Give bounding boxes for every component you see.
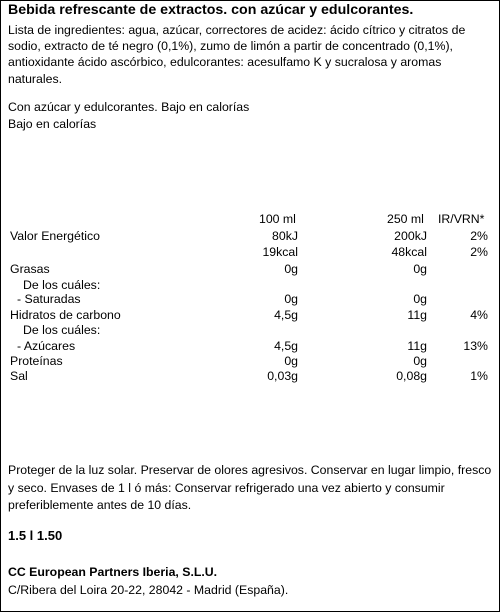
nutrient-name: Sal xyxy=(10,369,28,383)
header-per-100ml: 100 ml xyxy=(259,212,296,226)
value-per-250ml: 48kcal xyxy=(391,245,427,259)
nutrition-row-energy-kcal xyxy=(1,244,500,260)
value-per-100ml: 4,5g xyxy=(274,339,298,353)
product-title: Bebida refrescante de extractos. con azúcar y edulcorantes. xyxy=(8,2,414,18)
value-per-100ml: 19kcal xyxy=(262,245,298,259)
value-reference-intake: 1% xyxy=(470,369,488,383)
nutrition-row-saturates xyxy=(1,291,500,307)
value-reference-intake: 13% xyxy=(463,339,488,353)
value-per-100ml: 0g xyxy=(284,354,298,368)
value-per-250ml: 0g xyxy=(413,262,427,276)
header-per-250ml: 250 ml xyxy=(387,212,424,226)
nutrition-row-salt xyxy=(1,368,500,384)
company-name: CC European Partners Iberia, S.L.U. xyxy=(8,565,218,579)
value-per-250ml: 0g xyxy=(413,354,427,368)
nutrient-name: Proteínas xyxy=(10,354,63,368)
nutrition-row-fat xyxy=(1,261,500,277)
value-reference-intake: 2% xyxy=(470,229,488,243)
header-reference-intake: IR/VRN* xyxy=(438,212,485,226)
nutrition-row-sugars xyxy=(1,338,500,354)
value-per-250ml: 200kJ xyxy=(394,229,427,243)
claim-line-1: Con azúcar y edulcorantes. Bajo en calorías xyxy=(8,100,250,114)
claim-line-2: Bajo en calorías xyxy=(8,117,97,131)
nutrition-row-energy-kj xyxy=(1,228,500,244)
value-per-250ml: 0g xyxy=(413,292,427,306)
value-per-100ml: 80kJ xyxy=(272,229,298,243)
ingredients-list: Lista de ingredientes: agua, azúcar, correctores de acidez: ácido cítrico y citratos de sodio, extracto de té negro (0,1%), zumo de limón a partir de concentrado (0,1%), antioxidante ácido ascórbico, edulcorantes: acesulfamo K y sucralosa y aromas naturales. xyxy=(8,23,466,86)
package-size: 1.5 l 1.50 xyxy=(8,528,63,543)
nutrition-claims xyxy=(8,99,249,133)
value-per-250ml: 11g xyxy=(407,339,427,353)
nutrient-name: De los cuáles: xyxy=(23,278,101,292)
value-per-100ml: 4,5g xyxy=(274,308,298,322)
value-per-250ml: 0,08g xyxy=(396,369,427,383)
nutrient-name: De los cuáles: xyxy=(23,323,101,337)
nutrient-name: Hidratos de carbono xyxy=(10,308,121,322)
nutrition-row-carbohydrate xyxy=(1,307,500,323)
value-reference-intake: 4% xyxy=(470,308,488,322)
nutrient-name: Valor Energético xyxy=(10,229,100,243)
nutrient-name: - Saturadas xyxy=(17,292,81,306)
company-address: C/Ribera del Loira 20-22, 28042 - Madrid (España). xyxy=(8,583,289,597)
storage-instructions: Proteger de la luz solar. Preservar de olores agresivos. Conservar en lugar limpio, fresco y seco. Envases de 1 l ó más: Conservar refrigerado una vez abierto y consumir preferiblemente antes de 10 días. xyxy=(8,463,492,512)
value-per-100ml: 0,03g xyxy=(267,369,298,383)
nutrition-row-protein xyxy=(1,353,500,369)
value-per-250ml: 11g xyxy=(407,308,427,322)
nutrition-header-row xyxy=(1,211,500,227)
nutrition-row-carb-of-which xyxy=(1,322,500,338)
nutrient-name: - Azúcares xyxy=(17,339,76,353)
value-per-100ml: 0g xyxy=(284,262,298,276)
nutrient-name: Grasas xyxy=(10,262,50,276)
value-per-100ml: 0g xyxy=(284,292,298,306)
value-reference-intake: 2% xyxy=(470,245,488,259)
